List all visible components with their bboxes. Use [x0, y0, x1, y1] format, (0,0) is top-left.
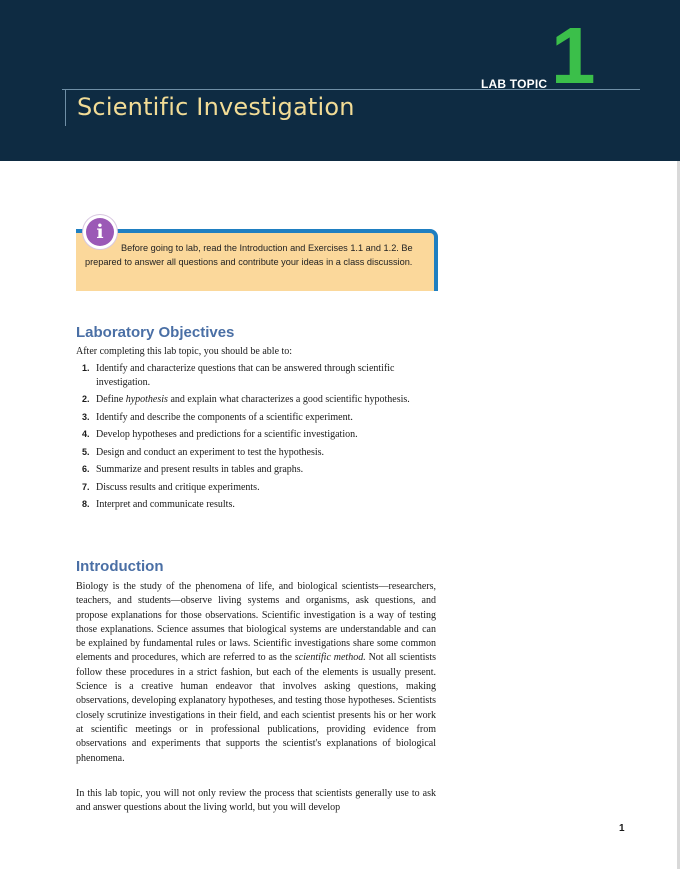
objective-text: Discuss results and critique experiments. [96, 481, 260, 493]
objective-item [76, 362, 426, 389]
introduction-paragraph-2: In this lab topic, you will not only review the process that scientists generally use to ask and answer questions about the living world, but you will develop [76, 788, 436, 814]
introduction-heading: Introduction [76, 558, 164, 575]
objectives-heading: Laboratory Objectives [76, 324, 235, 341]
objective-number: 7. [82, 481, 90, 492]
objective-emphasis: hypothesis [125, 394, 168, 405]
objective-item [76, 446, 426, 460]
paragraph-text-continued: Not all scientists follow these procedures in a strict fashion, but each of the elements is usually present. Science is a creative human endeavor that involves asking questions, making observations, developing explanatory hypotheses, and testing those hypotheses. Scientists closely scrutinize investigations in their field, and each scientist presents his or her work at scientific meetings or in professional publications, providing evidence from observations and experiments that supports the scientist's explanations of biological phenomena. [76, 652, 436, 764]
objective-item [76, 498, 426, 512]
prelab-notice-box [76, 229, 438, 291]
objectives-intro: After completing this lab topic, you should be able to: [76, 346, 293, 357]
objective-item [76, 481, 426, 495]
header-rule-tick [65, 89, 66, 126]
objective-text: Identify and describe the components of a scientific experiment. [96, 411, 353, 423]
objective-number: 1. [82, 363, 90, 373]
objective-number: 8. [82, 499, 90, 509]
lab-topic-label: LAB TOPIC [481, 77, 548, 91]
objectives-list [76, 362, 426, 516]
objective-number: 5. [82, 446, 90, 457]
info-icon [83, 215, 117, 249]
objective-number: 4. [82, 429, 90, 439]
objective-text: Summarize and present results in tables and graphs. [96, 464, 304, 475]
objective-number: 3. [82, 411, 90, 422]
introduction-paragraph [76, 580, 436, 766]
prelab-notice-text: Before going to lab, read the Introduction and Exercises 1.1 and 1.2. Be prepared to answer all questions and contribute your ideas in a class discussion. [85, 243, 413, 267]
objective-text: Interpret and communicate results. [96, 499, 235, 510]
lab-topic-number: 1 [551, 11, 596, 100]
objective-item [76, 463, 426, 477]
objective-item [76, 428, 426, 442]
page-number: 1 [619, 823, 625, 834]
objective-text: Define [96, 394, 126, 405]
scientific-method-term: scientific method. [294, 652, 366, 664]
objective-text-continued: and explain what characterizes a good scientific hypothesis. [167, 394, 410, 405]
objective-text: Develop hypotheses and predictions for a scientific investigation. [96, 429, 358, 440]
objective-text: Identify and characterize questions that can be answered through scientific investigation. [96, 363, 395, 388]
objective-item [76, 393, 426, 407]
objective-number: 6. [82, 464, 90, 474]
objective-item [76, 411, 426, 425]
paragraph-text: Biology is the study of the phenomena of life, and biological scientists—researchers, teachers, and students—observe living systems and organisms, ask questions, and propose explanations for those observations. Scientific investigation is a way of testing those explanations. Science assumes that biological systems are understandable and can be explained by fundamental rules or laws. Scientific investigations share some common elements and procedures, which are referred to as the [76, 581, 436, 664]
objective-text: Design and conduct an experiment to test the hypothesis. [96, 446, 325, 458]
objective-number: 2. [82, 394, 90, 404]
info-icon-glyph: i [86, 218, 114, 246]
page-title: Scientific Investigation [77, 93, 355, 121]
